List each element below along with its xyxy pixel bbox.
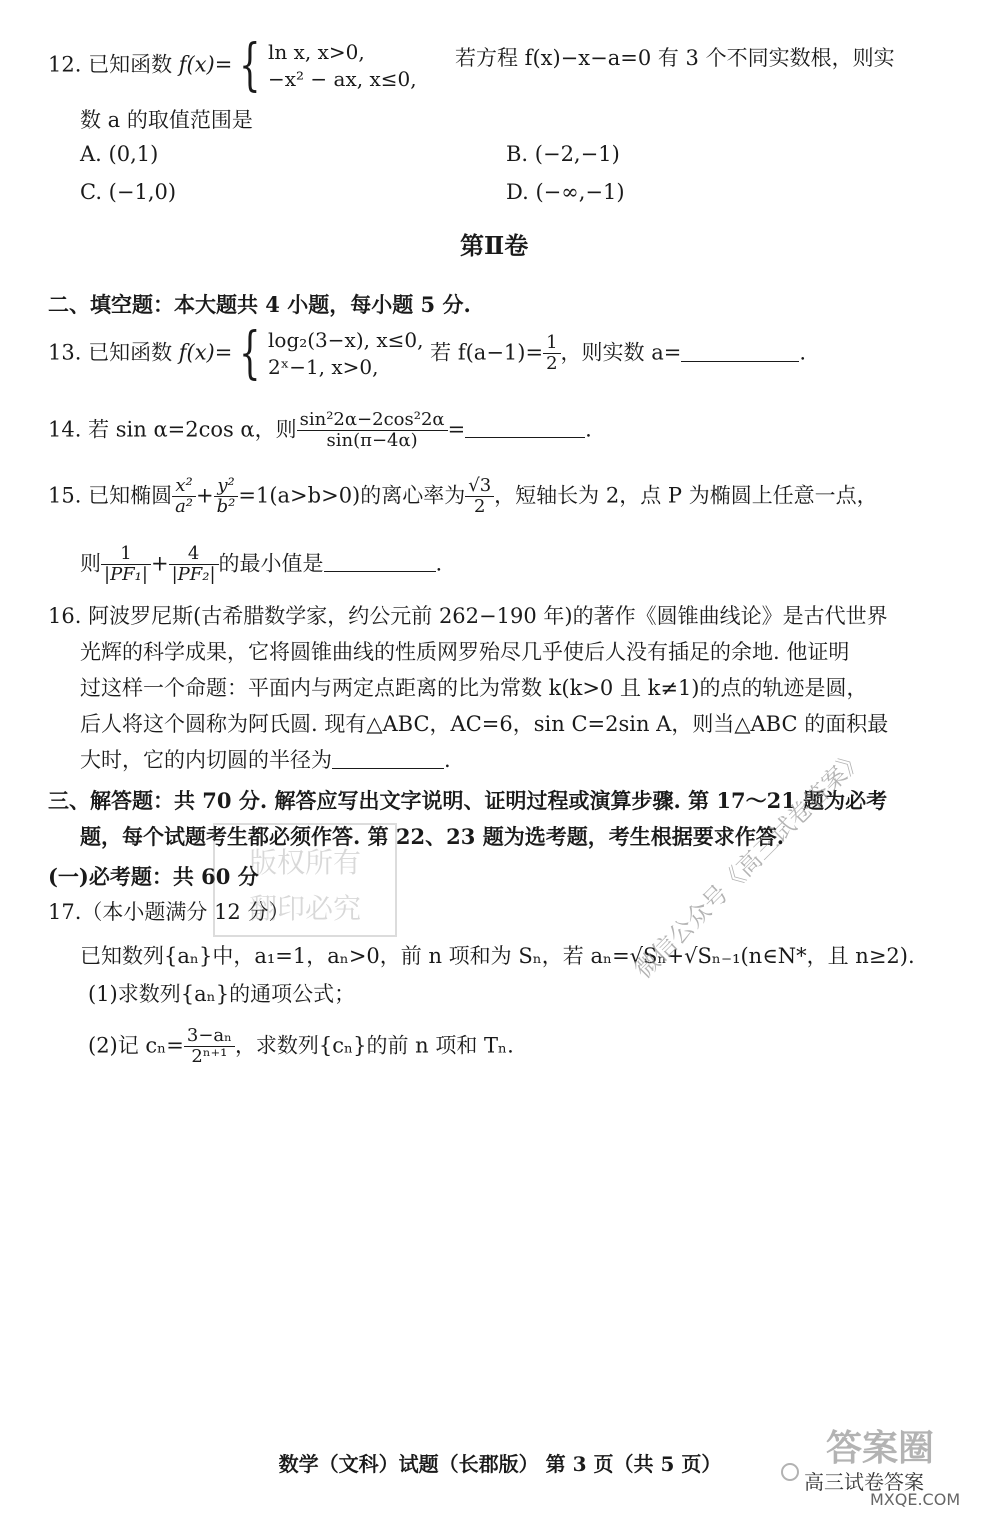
left-brace-icon: { [239,33,261,98]
q13-line [48,321,806,386]
q13-num: 1 [543,333,560,354]
q15-frac-pf1 [101,544,151,585]
q17-part1: (1)求数列{aₙ}的通项公式； [88,982,356,1006]
left-brace-icon: { [239,321,261,386]
q12-option-b: B. (−2,−1) [506,142,620,166]
q16-line4: 后人将这个圆称为阿氏圆. 现有△ABC，AC=6，sin C=2sin A，则当△ABC 的面积最 [80,712,889,736]
q15-g2-den: |PF₂| [171,563,216,585]
part3-subheader: (一)必考题：共 60 分 [48,864,259,889]
q17-part2 [88,1026,514,1067]
q16-end: . [444,748,451,772]
q16-line5-text: 大时，它的内切圆的半径为 [80,748,332,772]
q13-den: 2 [546,353,558,375]
q12-piece1: ln x, x>0, [268,40,365,64]
account-name: 高三试卷答案 [804,1470,924,1494]
q13-end: . [799,340,806,365]
q15-g1-num: 1 [101,544,151,565]
q12-option-a: A. (0,1) [80,142,159,166]
q15-plus: + [196,483,214,508]
q16-line3: 过这样一个命题：平面内与两定点距离的比为常数 k(k>0 且 k≠1)的点的轨迹是圆， [80,676,868,700]
q16-answer-blank[interactable] [332,750,444,769]
q13-piecewise [232,321,424,386]
q14-answer-blank[interactable] [465,419,585,438]
q14-end: . [585,417,592,442]
q15-f2-den: b² [216,495,236,517]
q14-prefix: 14. 若 sin α=2cos α，则 [48,417,297,442]
svg-text:版权所有: 版权所有 [248,846,362,879]
q15-end: . [435,551,443,576]
q15-f1-den: a² [175,495,194,517]
q12-option-c: C. (−1,0) [80,180,177,204]
q14-fraction [297,410,448,451]
footer-page-label: 数学（文科）试题（长郡版） 第 3 页（共 5 页） [278,1452,722,1476]
q12-suffix: 若方程 f(x)−x−a=0 有 3 个不同实数根，则实 [455,46,895,70]
q17-title: 17.（本小题满分 12 分） [48,900,290,924]
q17-frac-c [184,1026,235,1067]
svg-text:翻印必究: 翻印必究 [248,892,362,925]
q13-answer-blank[interactable] [681,343,799,362]
q15-line2-prefix: 则 [80,551,101,576]
q13-mid: 若 f(a−1)= [430,340,544,365]
q15-suffix: ，短轴长为 2，点 P 为椭圆上任意一点， [494,483,878,508]
q15-line2 [80,544,442,585]
q15-line1 [48,476,878,517]
q16-line2: 光辉的科学成果，它将圆锥曲线的性质网罗殆尽几乎使后人没有插足的余地. 他证明 [80,640,850,664]
q17-c-num: 3−aₙ [184,1026,235,1047]
q14-eq: = [447,417,466,442]
q15-answer-blank[interactable] [324,553,436,572]
q14-den: sin(π−4α) [326,429,418,451]
q13-fx: f(x)= [178,340,233,365]
q15-f1-num: x² [172,476,196,497]
q17-c-den: 2ⁿ⁺¹ [191,1045,228,1067]
q15-eccentricity [465,476,494,517]
q12-line1 [48,33,417,98]
section2-title: 第Ⅱ卷 [460,231,529,260]
q14-line [48,410,592,451]
svg-text:答案圈: 答案圈 [825,1428,935,1469]
q13-suffix: ，则实数 a= [560,340,682,365]
q12-line2: 数 a 的取值范围是 [80,108,253,132]
q12-piece2: −x² − ax, x≤0, [268,67,417,91]
q13-prefix: 13. 已知函数 [48,340,179,365]
q15-frac-x [172,476,196,517]
wechat-watermark: 微信公众号《高三试卷答案》 [629,743,870,985]
q12-option-d: D. (−∞,−1) [506,180,625,204]
q14-num: sin²2α−2cos²2α [297,410,448,431]
q15-line2-suffix: 的最小值是 [218,551,324,576]
q15-prefix: 15. 已知椭圆 [48,483,173,508]
part3-line2: 题，每个试题考生都必须作答. 第 22、23 题为选考题，考生根据要求作答. [80,824,784,849]
q15-e-den: 2 [473,495,486,517]
q15-frac-pf2 [169,544,219,585]
q13-piece2: 2ˣ−1, x>0, [268,355,379,379]
q17-statement: 已知数列{aₙ}中，a₁=1，aₙ>0，前 n 项和为 Sₙ，若 aₙ=√Sₙ+√Sₙ₋₁(n∈N*，且 n≥2). [80,944,915,968]
q15-frac-y [214,476,239,517]
q13-fraction [543,333,560,374]
q12-prefix: 12. 已知函数 [48,52,179,77]
q16-line1: 16. 阿波罗尼斯(古希腊数学家，约公元前 262−190 年)的著作《圆锥曲线论》是古代世界 [48,604,888,628]
q15-g2-num: 4 [169,544,219,565]
q15-g1-den: |PF₁| [104,563,148,585]
q13-piece1: log₂(3−x), x≤0, [268,328,424,352]
q16-line5 [80,748,451,773]
q12-fx: f(x)= [178,52,233,77]
q17-part2-suffix: ，求数列{cₙ}的前 n 项和 Tₙ. [234,1033,514,1058]
part3-line1: 三、解答题：共 70 分. 解答应写出文字说明、证明过程或演算步骤. 第 17～21 题为必考 [48,788,888,813]
q15-e-num: √3 [465,476,494,497]
part2-header: 二、填空题：本大题共 4 小题，每小题 5 分. [48,292,471,317]
site-url: MXQE.COM [870,1490,961,1509]
q15-plus2: + [150,551,169,576]
q17-part2-prefix: (2)记 cₙ= [88,1033,184,1058]
copyright-stamp-watermark [210,820,400,940]
q15-f2-num: y² [214,476,239,497]
q12-piecewise [232,33,417,98]
q15-cond: =1(a>b>0)的离心率为 [238,483,466,508]
